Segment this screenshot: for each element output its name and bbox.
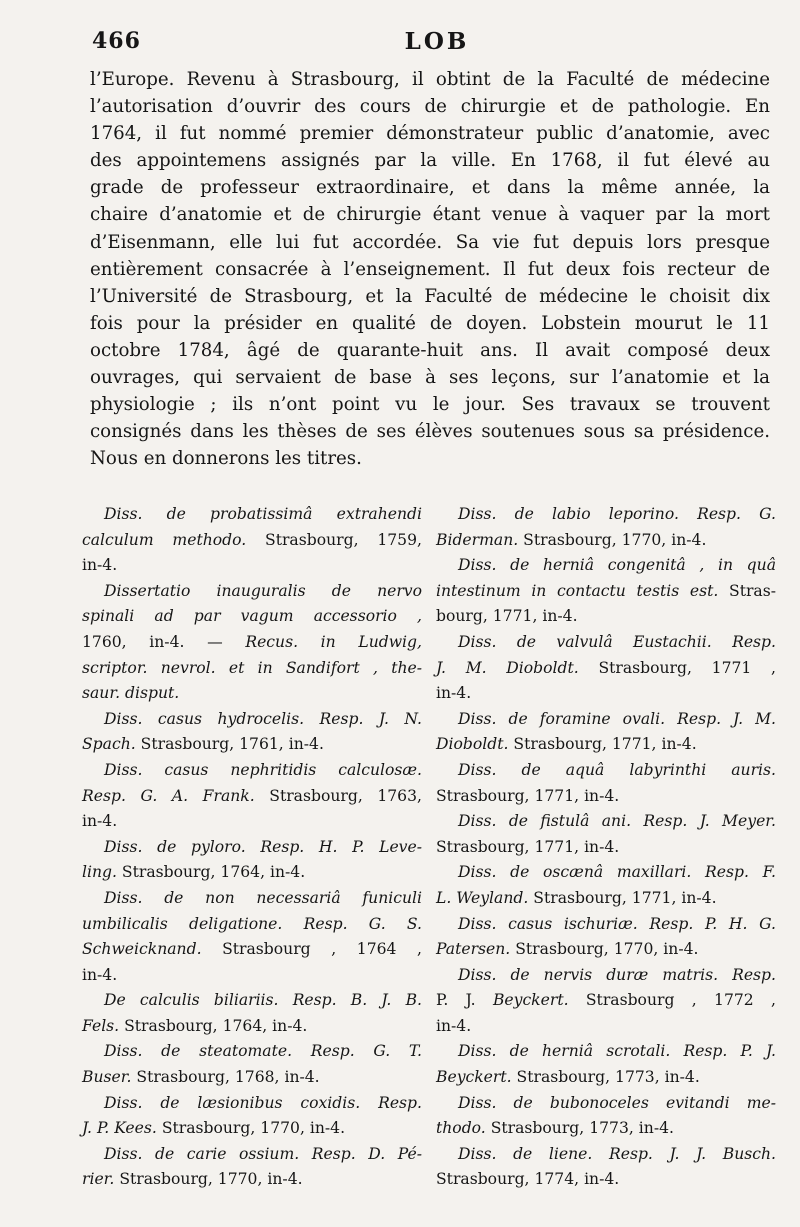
bibliography-line xyxy=(436,1014,776,1040)
body-text-line: l’autorisation d’ouvrir des cours de chirurgie et de pathologie. En xyxy=(90,96,770,118)
citation-italic-text: saur. disput. xyxy=(82,684,180,703)
citation-italic-text: calculum methodo. xyxy=(82,530,247,549)
citation-italic-text: intestinum in contactu testis est. xyxy=(436,581,719,600)
bibliography-line xyxy=(82,502,422,528)
bibliography-line xyxy=(436,656,776,682)
bibliography-line xyxy=(82,784,422,810)
citation-roman-text: Strasbourg, 1771 , xyxy=(578,658,776,677)
citation-roman-text: in-4. xyxy=(82,965,118,984)
citation-roman-text: in-4. xyxy=(82,556,118,575)
citation-roman-text: Strasbourg, 1768, in-4. xyxy=(131,1068,320,1087)
citation-italic-text: Diss. de non necessariâ funiculi xyxy=(104,888,422,907)
body-text-line: Nous en donnerons les titres. xyxy=(90,448,362,470)
bibliography-line xyxy=(436,579,776,605)
bibliography-line xyxy=(82,860,422,886)
running-head: LOB xyxy=(404,28,470,55)
bibliography-line xyxy=(436,886,776,912)
citation-roman-text: in-4. xyxy=(436,1016,472,1035)
bibliography-line xyxy=(436,630,776,656)
citation-roman-text: Strasbourg, 1771, in-4. xyxy=(436,786,620,805)
citation-italic-text: spinali ad par vagum accessorio , xyxy=(82,607,422,626)
body-text-line: physiologie ; ils n’ont point vu le jour. Ses travaux se trouvent xyxy=(90,394,770,416)
body-text-line: fois pour la présider en qualité de doyen. Lobstein mourut le 11 xyxy=(90,312,770,334)
bibliography-line xyxy=(82,963,422,989)
bibliography-line xyxy=(82,528,422,554)
bibliography-line xyxy=(436,937,776,963)
bibliography-line xyxy=(82,937,422,963)
bibliography-line xyxy=(82,988,422,1014)
bibliography-line xyxy=(436,1167,776,1193)
citation-italic-text: Diss. de herniâ congenitâ , in quâ xyxy=(458,556,776,575)
citation-italic-text: scriptor. nevrol. et in Sandifort , the- xyxy=(82,658,422,677)
citation-roman-text: Stras- xyxy=(718,581,776,600)
bibliography-columns xyxy=(82,502,777,1202)
biography-paragraph xyxy=(90,66,770,472)
bibliography-line xyxy=(82,707,422,733)
bibliography-line xyxy=(436,553,776,579)
citation-italic-text: Diss. casus nephritidis calculosæ. xyxy=(104,760,422,779)
bibliography-line xyxy=(82,1065,422,1091)
citation-italic-text: ling. xyxy=(82,863,117,882)
citation-italic-text: Dissertatio inauguralis de nervo xyxy=(104,581,422,600)
citation-roman-text: Strasbourg, 1770, in-4. xyxy=(114,1170,303,1189)
citation-italic-text: L. Weyland. xyxy=(436,888,529,907)
citation-italic-text: Biderman. xyxy=(436,530,519,549)
body-text-line: consignés dans les thèses de ses élèves soutenues sous sa présidence. xyxy=(90,421,770,443)
bibliography-line xyxy=(436,963,776,989)
citation-roman-text: Strasbourg, 1773, in-4. xyxy=(485,1119,674,1138)
citation-italic-text: Fels. xyxy=(82,1016,120,1035)
citation-italic-text: Buser. xyxy=(82,1068,132,1087)
bibliography-line xyxy=(82,579,422,605)
body-text-line: chaire d’anatomie et de chirurgie étant venue à vaquer par la mort xyxy=(90,204,770,226)
citation-roman-text: Strasbourg, 1763, xyxy=(254,786,422,805)
bibliography-line xyxy=(82,681,422,707)
citation-roman-text: Strasbourg, 1770, in-4. xyxy=(518,530,707,549)
citation-italic-text: Diss. de labio leporino. Resp. G. xyxy=(458,505,776,523)
citation-italic-text: De calculis biliariis. Resp. B. J. B. xyxy=(104,991,422,1010)
citation-italic-text: J. P. Kees. xyxy=(82,1119,157,1138)
bibliography-line xyxy=(436,604,776,630)
bibliography-line xyxy=(82,835,422,861)
citation-italic-text: Spach. xyxy=(82,735,136,754)
bibliography-line xyxy=(436,758,776,784)
citation-italic-text: J. M. Dioboldt. xyxy=(436,658,579,677)
citation-italic-text: Diss. de liene. Resp. J. J. Busch. xyxy=(458,1144,776,1163)
citation-roman-text: 1760, in-4. — xyxy=(82,632,246,651)
citation-italic-text: Beyckert. xyxy=(492,991,569,1010)
citation-italic-text: Recus. in Ludwig, xyxy=(245,632,422,651)
citation-roman-text: in-4. xyxy=(436,684,472,703)
citation-roman-text: Strasbourg , 1772 , xyxy=(568,991,777,1010)
citation-roman-text: Strasbourg, 1770, in-4. xyxy=(156,1119,346,1138)
page-header xyxy=(92,28,782,58)
bibliography-line xyxy=(82,604,422,630)
bibliography-line xyxy=(82,809,422,835)
body-text-line: grade de professeur extraordinaire, et dans la même année, la xyxy=(90,177,770,199)
bibliography-line xyxy=(436,732,776,758)
bibliography-line xyxy=(436,1039,776,1065)
body-text-line: l’Université de Strasbourg, et la Faculté de médecine le choisit dix xyxy=(90,285,770,307)
citation-italic-text: Beyckert. xyxy=(436,1068,512,1087)
citation-italic-text: Schweicknand. xyxy=(82,940,202,959)
citation-italic-text: Dioboldt. xyxy=(436,735,509,754)
citation-roman-text: Strasbourg , 1764 , xyxy=(201,940,422,959)
citation-italic-text: Diss. de valvulâ Eustachii. Resp. xyxy=(458,632,776,651)
bibliography-line xyxy=(436,681,776,707)
citation-italic-text: Diss. de herniâ scrotali. Resp. P. J. xyxy=(458,1042,776,1061)
citation-italic-text: Diss. casus ischuriæ. Resp. P. H. G. xyxy=(458,914,776,933)
bibliography-line xyxy=(436,784,776,810)
bibliography-line xyxy=(82,656,422,682)
citation-italic-text: Patersen. xyxy=(436,940,511,959)
citation-italic-text: Resp. G. A. Frank. xyxy=(82,786,255,805)
citation-roman-text: Strasbourg, 1759, xyxy=(246,530,422,549)
citation-roman-text: Strasbourg, 1764, in-4. xyxy=(116,863,306,882)
body-text-line: 1764, il fut nommé premier démonstrateur public d’anatomie, avec xyxy=(90,123,770,145)
citation-roman-text: Strasbourg, 1764, in-4. xyxy=(119,1016,308,1035)
bibliography-line xyxy=(436,835,776,861)
bibliography-line xyxy=(82,553,422,579)
bibliography-line xyxy=(436,1091,776,1117)
bibliography-line xyxy=(82,1091,422,1117)
page-number: 466 xyxy=(92,28,141,54)
citation-italic-text: Diss. de carie ossium. Resp. D. Pé- xyxy=(104,1144,422,1163)
citation-roman-text: Strasbourg, 1771, in-4. xyxy=(436,837,620,856)
citation-italic-text: Diss. de pyloro. Resp. H. P. Leve- xyxy=(104,837,422,856)
bibliography-right-column xyxy=(436,502,776,1193)
bibliography-left-column xyxy=(82,502,422,1193)
bibliography-line xyxy=(82,886,422,912)
bibliography-line xyxy=(82,1116,422,1142)
citation-italic-text: Diss. de fistulâ ani. Resp. J. Meyer. xyxy=(458,812,776,831)
citation-roman-text: Strasbourg, 1774, in-4. xyxy=(436,1170,620,1189)
citation-italic-text: umbilicalis deligatione. Resp. G. S. xyxy=(82,914,422,933)
bibliography-line xyxy=(436,988,776,1014)
body-text-line: l’Europe. Revenu à Strasbourg, il obtint de la Faculté de médecine xyxy=(90,69,770,90)
body-text-line: octobre 1784, âgé de quarante-huit ans. Il avait composé deux xyxy=(90,339,770,361)
citation-roman-text: Strasbourg, 1771, in-4. xyxy=(508,735,697,754)
bibliography-line xyxy=(82,1014,422,1040)
bibliography-line xyxy=(436,707,776,733)
citation-italic-text: Diss. de steatomate. Resp. G. T. xyxy=(104,1042,422,1061)
bibliography-line xyxy=(436,1116,776,1142)
citation-roman-text: Strasbourg, 1773, in-4. xyxy=(511,1068,700,1087)
bibliography-line xyxy=(436,502,776,528)
citation-italic-text: Diss. de nervis duræ matris. Resp. xyxy=(458,965,776,984)
citation-italic-text: rier. xyxy=(82,1170,115,1189)
citation-italic-text: Diss. casus hydrocelis. Resp. J. N. xyxy=(104,709,422,728)
bibliography-line xyxy=(436,1142,776,1168)
citation-italic-text: Diss. de læsionibus coxidis. Resp. xyxy=(104,1093,422,1112)
citation-italic-text: Diss. de oscænâ maxillari. Resp. F. xyxy=(458,863,776,882)
bibliography-line xyxy=(436,860,776,886)
bibliography-line xyxy=(82,758,422,784)
bibliography-line xyxy=(82,732,422,758)
body-text-line: ouvrages, qui servaient de base à ses leçons, sur l’anatomie et la xyxy=(90,367,770,389)
citation-italic-text: thodo. xyxy=(436,1119,486,1138)
citation-italic-text: Diss. de foramine ovali. Resp. J. M. xyxy=(458,709,776,728)
bibliography-line xyxy=(82,630,422,656)
citation-roman-text: Strasbourg, 1771, in-4. xyxy=(528,888,717,907)
citation-roman-text: in-4. xyxy=(82,812,118,831)
body-text-line: d’Eisenmann, elle lui fut accordée. Sa vie fut depuis lors presque xyxy=(90,231,770,253)
bibliography-line xyxy=(436,1065,776,1091)
citation-roman-text: bourg, 1771, in-4. xyxy=(436,607,578,626)
bibliography-line xyxy=(82,912,422,938)
bibliography-line xyxy=(82,1142,422,1168)
bibliography-line xyxy=(436,912,776,938)
citation-italic-text: Diss. de probatissimâ extrahendi xyxy=(104,505,422,523)
citation-italic-text: Diss. de bubonoceles evitandi me- xyxy=(458,1093,776,1112)
bibliography-line xyxy=(436,809,776,835)
citation-roman-text: Strasbourg, 1770, in-4. xyxy=(510,940,699,959)
body-text-line: entièrement consacrée à l’enseignement. Il fut deux fois recteur de xyxy=(90,258,770,280)
body-text-line: des appointemens assignés par la ville. En 1768, il fut élevé au xyxy=(90,150,770,172)
citation-italic-text: Diss. de aquâ labyrinthi auris. xyxy=(458,760,776,779)
citation-roman-text: Strasbourg, 1761, in-4. xyxy=(135,735,324,754)
citation-roman-text: P. J. xyxy=(436,991,493,1010)
bibliography-line xyxy=(436,528,776,554)
bibliography-line xyxy=(82,1167,422,1193)
bibliography-line xyxy=(82,1039,422,1065)
